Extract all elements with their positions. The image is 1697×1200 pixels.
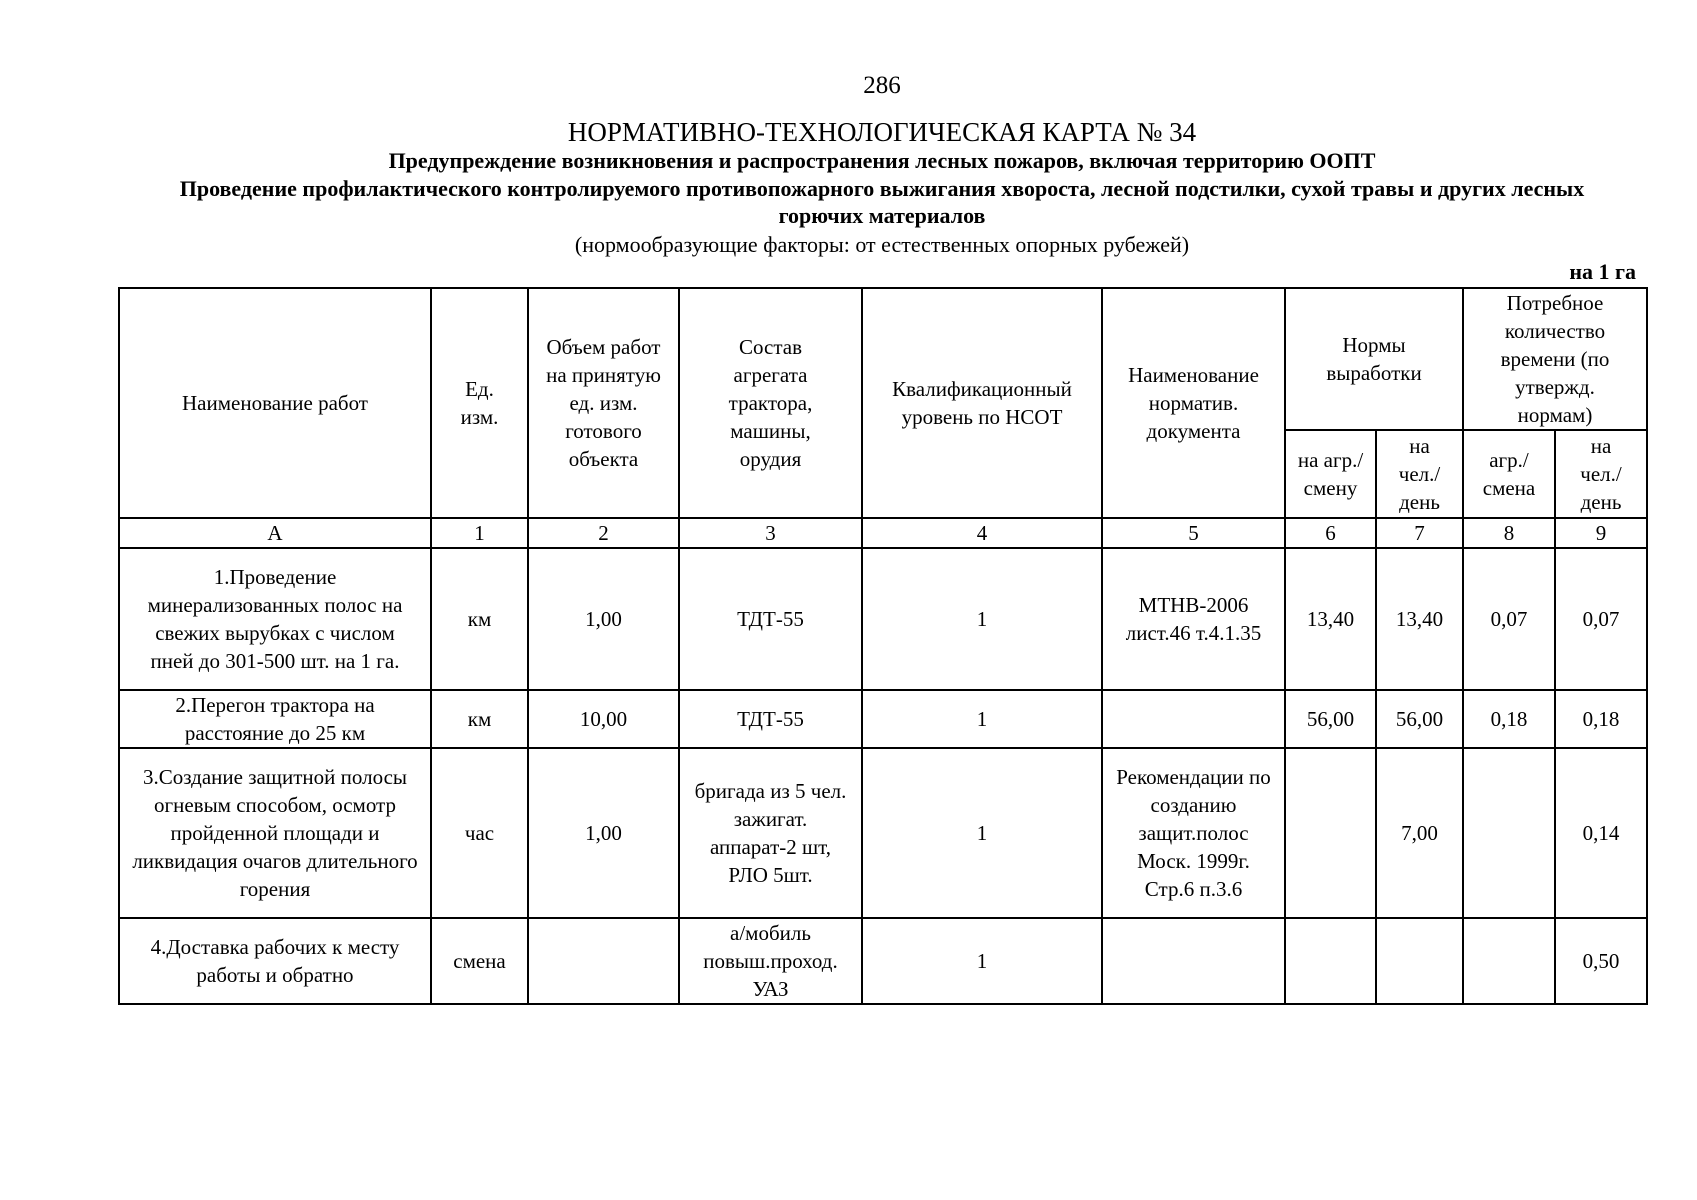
header-row-1 bbox=[119, 288, 1647, 430]
col-header-norm-agr: на агр./ смену bbox=[1285, 430, 1376, 518]
cell-composition: ТДТ-55 bbox=[679, 690, 862, 748]
cell-unit: км bbox=[431, 690, 528, 748]
col-header-volume: Объем работ на принятую ед. изм. готового объекта bbox=[528, 288, 679, 518]
cell-composition: бригада из 5 чел. зажигат. аппарат-2 шт, РЛО 5шт. bbox=[679, 748, 862, 918]
cell-document: Рекомендации по созданию защит.полос Моск. 1999г. Стр.6 п.3.6 bbox=[1102, 748, 1285, 918]
cell-time-agr bbox=[1463, 748, 1555, 918]
column-index: 3 bbox=[679, 518, 862, 548]
card-title: НОРМАТИВНО-ТЕХНОЛОГИЧЕСКАЯ КАРТА № 34 bbox=[567, 117, 1197, 147]
subtitle-fire-prevention: Предупреждение возникновения и распространения лесных пожаров, включая территорию ООПТ bbox=[388, 148, 1376, 173]
column-index: А bbox=[119, 518, 431, 548]
cell-document bbox=[1102, 918, 1285, 1004]
norms-table bbox=[118, 287, 1648, 1005]
cell-work-name: 2.Перегон трактора на расстояние до 25 км bbox=[119, 690, 431, 748]
column-index: 6 bbox=[1285, 518, 1376, 548]
cell-unit: час bbox=[431, 748, 528, 918]
cell-unit: смена bbox=[431, 918, 528, 1004]
cell-work-name: 4.Доставка рабочих к месту работы и обратно bbox=[119, 918, 431, 1004]
cell-work-name: 3.Создание защитной полосы огневым способом, осмотр пройденной площади и ликвидация очагов длительного горения bbox=[119, 748, 431, 918]
cell-unit: км bbox=[431, 548, 528, 690]
column-index: 1 bbox=[431, 518, 528, 548]
cell-time-person: 0,18 bbox=[1555, 690, 1647, 748]
col-header-norms-group: Нормы выработки bbox=[1285, 288, 1463, 430]
col-header-composition: Состав агрегата трактора, машины, орудия bbox=[679, 288, 862, 518]
cell-volume: 10,00 bbox=[528, 690, 679, 748]
cell-time-person: 0,50 bbox=[1555, 918, 1647, 1004]
cell-composition: а/мобиль повыш.проход. УАЗ bbox=[679, 918, 862, 1004]
table-row bbox=[119, 690, 1647, 748]
cell-norm-agr bbox=[1285, 918, 1376, 1004]
page-number: 286 bbox=[863, 72, 901, 99]
cell-qualification: 1 bbox=[862, 690, 1102, 748]
cell-document: МТНВ-2006 лист.46 т.4.1.35 bbox=[1102, 548, 1285, 690]
cell-norm-person bbox=[1376, 918, 1463, 1004]
table-row bbox=[119, 548, 1647, 690]
col-header-unit: Ед. изм. bbox=[431, 288, 528, 518]
column-index: 2 bbox=[528, 518, 679, 548]
cell-norm-person: 56,00 bbox=[1376, 690, 1463, 748]
cell-norm-person: 13,40 bbox=[1376, 548, 1463, 690]
column-index: 4 bbox=[862, 518, 1102, 548]
col-header-time-person: на чел./ день bbox=[1555, 430, 1647, 518]
cell-time-agr: 0,07 bbox=[1463, 548, 1555, 690]
column-index: 5 bbox=[1102, 518, 1285, 548]
column-index: 7 bbox=[1376, 518, 1463, 548]
column-index-row bbox=[119, 518, 1647, 548]
cell-qualification: 1 bbox=[862, 548, 1102, 690]
cell-work-name: 1.Проведение минерализованных полос на свежих вырубках с числом пней до 301-500 шт. на 1 га. bbox=[119, 548, 431, 690]
col-header-document: Наименование норматив. документа bbox=[1102, 288, 1285, 518]
cell-norm-person: 7,00 bbox=[1376, 748, 1463, 918]
norm-factors-note: (нормообразующие факторы: от естественных опорных рубежей) bbox=[574, 232, 1190, 257]
col-header-time-agr: агр./ смена bbox=[1463, 430, 1555, 518]
cell-document bbox=[1102, 690, 1285, 748]
column-index: 8 bbox=[1463, 518, 1555, 548]
cell-volume bbox=[528, 918, 679, 1004]
subtitle-controlled-burning: Проведение профилактического контролируемого противопожарного выжигания хвороста, лесной подстилки, сухой травы и других лесных горючих материалов bbox=[179, 176, 1585, 228]
cell-time-agr bbox=[1463, 918, 1555, 1004]
cell-volume: 1,00 bbox=[528, 548, 679, 690]
col-header-norm-person: на чел./ день bbox=[1376, 430, 1463, 518]
cell-norm-agr bbox=[1285, 748, 1376, 918]
cell-norm-agr: 56,00 bbox=[1285, 690, 1376, 748]
unit-note: на 1 га bbox=[1569, 259, 1636, 284]
col-header-qualification: Квалификационный уровень по НСОТ bbox=[862, 288, 1102, 518]
col-header-work-name: Наименование работ bbox=[119, 288, 431, 518]
table-row bbox=[119, 918, 1647, 1004]
cell-composition: ТДТ-55 bbox=[679, 548, 862, 690]
cell-volume: 1,00 bbox=[528, 748, 679, 918]
column-index: 9 bbox=[1555, 518, 1647, 548]
table-row bbox=[119, 748, 1647, 918]
cell-time-person: 0,14 bbox=[1555, 748, 1647, 918]
cell-qualification: 1 bbox=[862, 918, 1102, 1004]
cell-qualification: 1 bbox=[862, 748, 1102, 918]
col-header-time-group: Потребное количество времени (по утвержд. нормам) bbox=[1463, 288, 1647, 430]
cell-time-person: 0,07 bbox=[1555, 548, 1647, 690]
cell-time-agr: 0,18 bbox=[1463, 690, 1555, 748]
cell-norm-agr: 13,40 bbox=[1285, 548, 1376, 690]
